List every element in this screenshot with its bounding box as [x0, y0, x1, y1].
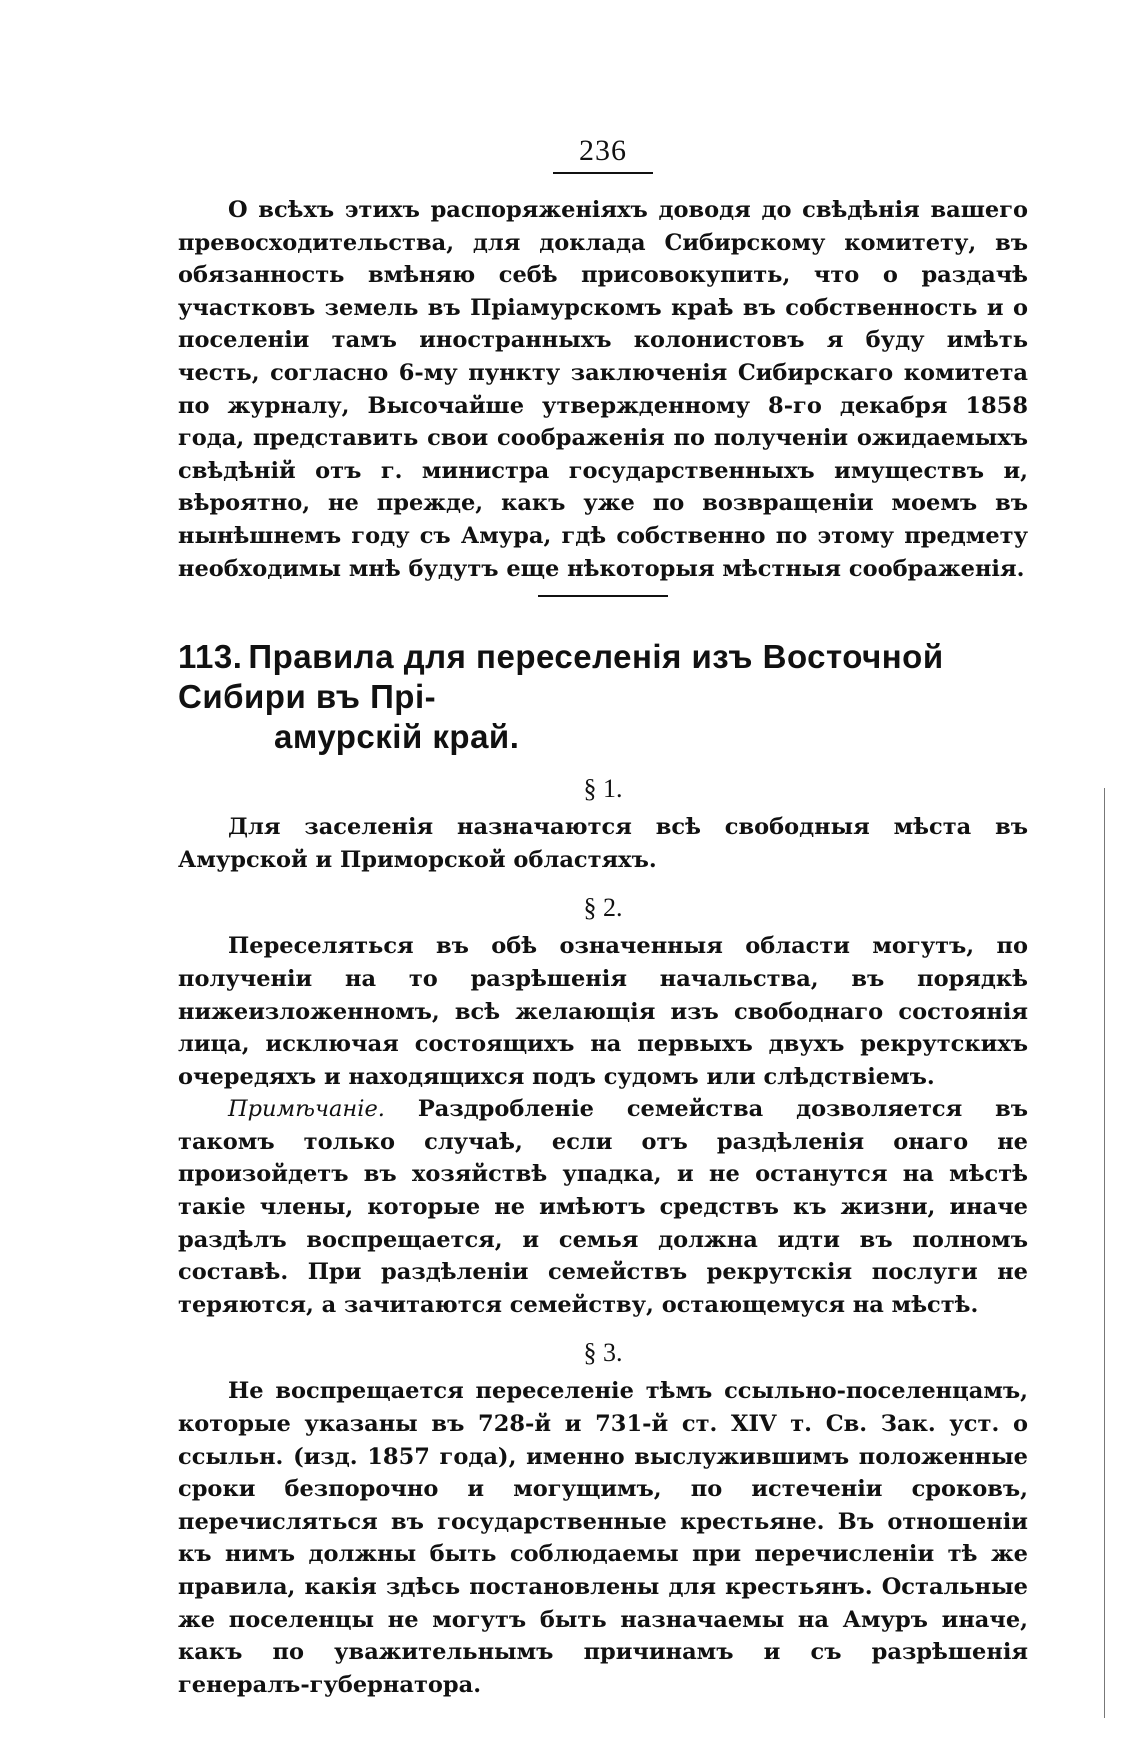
text-column [178, 134, 1028, 1701]
note-text: Раздробленіе семейства дозволяется въ такомъ только случаѣ, если отъ раздѣленія онаго не произойдетъ въ хозяйствѣ упадка, и не останутся на мѣстѣ такіе члены, которые не имѣютъ средствъ къ жизни, иначе раздѣлъ воспрещается, и семья должна идти въ полномъ составѣ. При раздѣленіи семействъ рекрутскія послуги не теряются, а зачитаются семейству, остающемуся на мѣстѣ. [178, 1096, 1028, 1318]
section-mark-2: § 2. [583, 893, 623, 923]
section-1-text: Для заселенія назначаются всѣ свободныя мѣста въ Амурской и Приморской областяхъ. [178, 814, 1028, 873]
heading-title-line2: амурскій край. [274, 718, 520, 756]
heading-title-line1: Правила для переселенія изъ Восточной Сибири въ Прі- [178, 638, 944, 716]
section-heading [178, 637, 1028, 757]
section-3-text: Не воспрещается переселеніе тѣмъ ссыльно-поселенцамъ, которые указаны въ 728-й и 731-й ст. XIV т. Св. Зак. уст. о ссыльн. (изд. 1857 года), именно выслужившимъ положенные сроки безпорочно и могущимъ, по истеченіи сроковъ, перечисляться въ государственные крестьяне. Въ отношеніи къ нимъ должны быть соблюдаемы при перечисленіи тѣ же правила, какія здѣсь постановлены для крестьянъ. Остальные же поселенцы не могутъ быть назначаемы на Амуръ иначе, какъ по уважительнымъ причинамъ и съ разрѣшенія генералъ-губернатора. [178, 1378, 1028, 1698]
section-mark-3: § 3. [583, 1338, 623, 1368]
separator-rule [538, 595, 668, 597]
scan-margin-line [1104, 788, 1105, 1718]
section-2-note [178, 1093, 1028, 1321]
note-label: Примѣчаніе. [228, 1096, 385, 1123]
section-2-text: Переселяться въ обѣ означенныя области могутъ, по полученіи на то разрѣшенія начальства, въ порядкѣ нижеизложенномъ, всѣ желающія изъ свободнаго состоянія лица, исключая состоящихъ на первыхъ двухъ рекрутскихъ очередяхъ и находящихся подъ судомъ или слѣдствіемъ. [178, 933, 1028, 1090]
section-mark-1: § 1. [583, 774, 623, 804]
heading-number: 113. [178, 638, 243, 676]
page-number: 236 [553, 134, 653, 174]
intro-paragraph: О всѣхъ этихъ распоряженіяхъ доводя до свѣдѣнія вашего превосходительства, для доклада Сибирскому комитету, въ обязанность вмѣняю себѣ присовокупить, что о раздачѣ участковъ земель въ Пріамурскомъ краѣ въ собственность и о поселеніи тамъ иностранныхъ колонистовъ я буду имѣть честь, согласно 6-му пункту заключенія Сибирскаго комитета по журналу, Высочайше утвержденному 8-го декабря 1858 года, представить свои соображенія по полученіи ожидаемыхъ свѣдѣній отъ г. министра государственныхъ имуществъ и, вѣроятно, не прежде, какъ уже по возвращеніи моемъ въ нынѣшнемъ году съ Амура, гдѣ собственно по этому предмету необходимы мнѣ будутъ еще нѣкоторыя мѣстныя соображенія. [178, 197, 1028, 582]
